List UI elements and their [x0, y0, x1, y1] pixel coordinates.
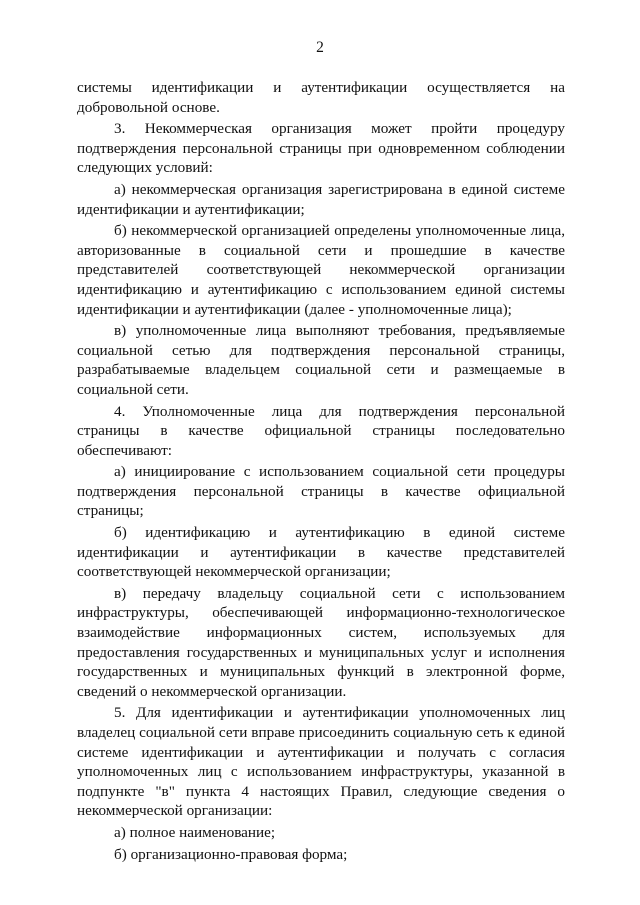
paragraph-clause-3: 3. Некоммерческая организация может пройти процедуру подтверждения персональной страницы при одновременном соблюдении следующих условий: [77, 120, 565, 177]
paragraph-clause-4: 4. Уполномоченные лица для подтверждения персональной страницы в качестве официальной страницы последовательно обеспечивают: [77, 402, 565, 459]
paragraph-clause-5b: б) организационно-правовая форма; [114, 845, 348, 863]
paragraph-clause-3a: а) некоммерческая организация зарегистрирована в единой системе идентификации и аутентификации; [77, 180, 565, 218]
paragraph-clause-3v: в) уполномоченные лица выполняют требования, предъявляемые социальной сетью для подтверждения персональной страницы, разрабатываемые владельцем социальной сети и размещаемые в социальной сети. [77, 322, 565, 398]
paragraph-clause-5a: а) полное наименование; [114, 823, 276, 841]
page-number: 2 [316, 39, 324, 56]
paragraph-continuation: системы идентификации и аутентификации осуществляется на добровольной основе. [77, 79, 565, 116]
paragraph-clause-4v: в) передачу владельцу социальной сети с использованием инфраструктуры, обеспечивающей информационно-технологическое взаимодействие информационных систем, используемых для предоставления государственных и муниципальных услуг и исполнения государственных и муниципальных функций в электронной форме, сведений о некоммерческой организации. [77, 584, 565, 700]
paragraph-clause-4b: б) идентификацию и аутентификацию в единой системе идентификации и аутентификации в качестве представителей соответствующей некоммерческой организации; [77, 524, 565, 581]
paragraph-clause-5: 5. Для идентификации и аутентификации уполномоченных лиц владелец социальной сети вправе присоединить социальную сеть к единой системе идентификации и аутентификации и получать с согласия уполномоченных лиц с использованием инфраструктуры, указанной в подпункте "в" пункта 4 настоящих Правил, следующие сведения о некоммерческой организации: [77, 704, 565, 820]
paragraph-clause-3b: б) некоммерческой организацией определены уполномоченные лица, авторизованные в социальной сети и прошедшие в качестве представителей соответствующей некоммерческой организации идентификацию и аутентификацию с использованием единой системы идентификации и аутентификации (далее - уполномоченные лица); [77, 222, 565, 318]
paragraph-clause-4a: а) инициирование с использованием социальной сети процедуры подтверждения персональной страницы в качестве официальной страницы; [77, 463, 565, 520]
document-body [77, 78, 565, 864]
